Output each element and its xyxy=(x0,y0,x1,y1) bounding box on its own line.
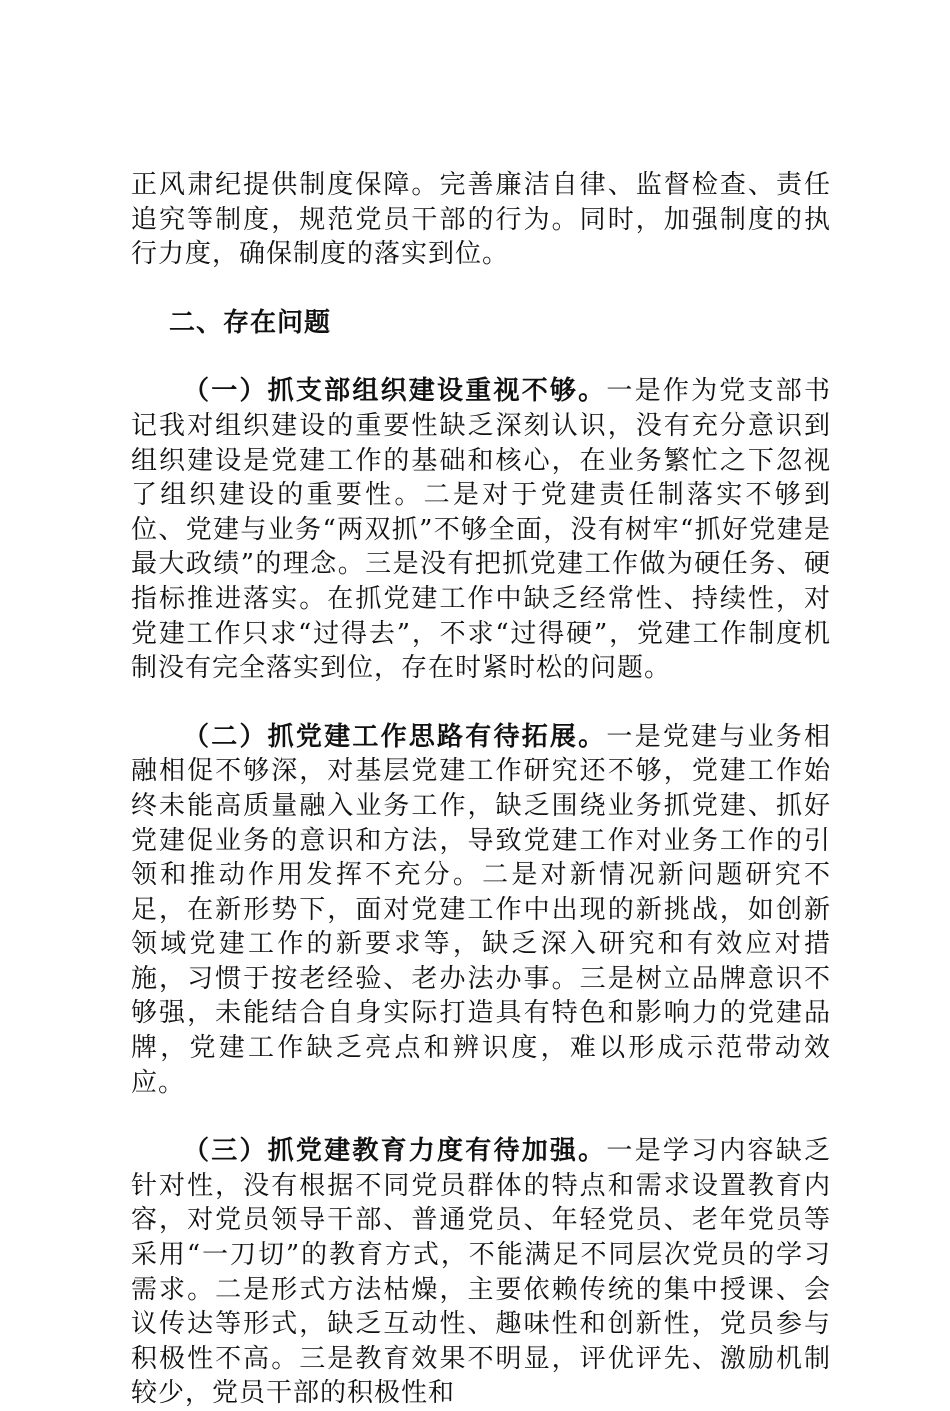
document-body xyxy=(131,168,831,1411)
problem-item-2-body: 一是党建与业务相融相促不够深，对基层党建工作研究还不够，党建工作始终未能高质量融入业务工作，缺乏围绕业务抓党建、抓好党建促业务的意识和方法，导致党建工作对业务工作的引领和推动作用发挥不充分。二是对新情况新问题研究不足，在新形势下，面对党建工作中出现的新挑战，如创新领域党建工作的新要求等，缺乏深入研究和有效应对措施，习惯于按老经验、老办法办事。三是树立品牌意识不够强，未能结合自身实际打造具有特色和影响力的党建品牌，党建工作缺乏亮点和辨识度，难以形成示范带动效应。 xyxy=(131,721,831,1098)
problem-item-1 xyxy=(131,374,831,685)
problem-item-2-lead: （二）抓党建工作思路有待拓展。 xyxy=(183,721,607,752)
problem-item-3 xyxy=(131,1134,831,1411)
problem-item-3-lead: （三）抓党建教育力度有待加强。 xyxy=(183,1136,607,1167)
problem-item-3-body: 一是学习内容缺乏针对性，没有根据不同党员群体的特点和需求设置教育内容，对党员领导干部、普通党员、年轻党员、老年党员等采用“一刀切”的教育方式，不能满足不同层次党员的学习需求。二是形式方法枯燥，主要依赖传统的集中授课、会议传达等形式，缺乏互动性、趣味性和创新性，党员参与积极性不高。三是教育效果不明显，评优评先、激励机制较少，党员干部的积极性和 xyxy=(131,1136,831,1409)
intro-paragraph: 正风肃纪提供制度保障。完善廉洁自律、监督检查、责任追究等制度，规范党员干部的行为。同时，加强制度的执行力度，确保制度的落实到位。 xyxy=(131,170,831,270)
problem-item-2 xyxy=(131,720,831,1101)
section-heading: 二、存在问题 xyxy=(169,307,332,338)
problem-item-1-body: 一是作为党支部书记我对组织建设的重要性缺乏深刻认识，没有充分意识到组织建设是党建工作的基础和核心，在业务繁忙之下忽视了组织建设的重要性。二是对于党建责任制落实不够到位、党建与业务“两双抓”不够全面，没有树牢“抓好党建是最大政绩”的理念。三是没有把抓党建工作做为硬任务、硬指标推进落实。在抓党建工作中缺乏经常性、持续性，对党建工作只求“过得去”，不求“过得硬”，党建工作制度机制没有完全落实到位，存在时紧时松的问题。 xyxy=(131,376,831,684)
problem-item-1-lead: （一）抓支部组织建设重视不够。 xyxy=(183,376,607,407)
